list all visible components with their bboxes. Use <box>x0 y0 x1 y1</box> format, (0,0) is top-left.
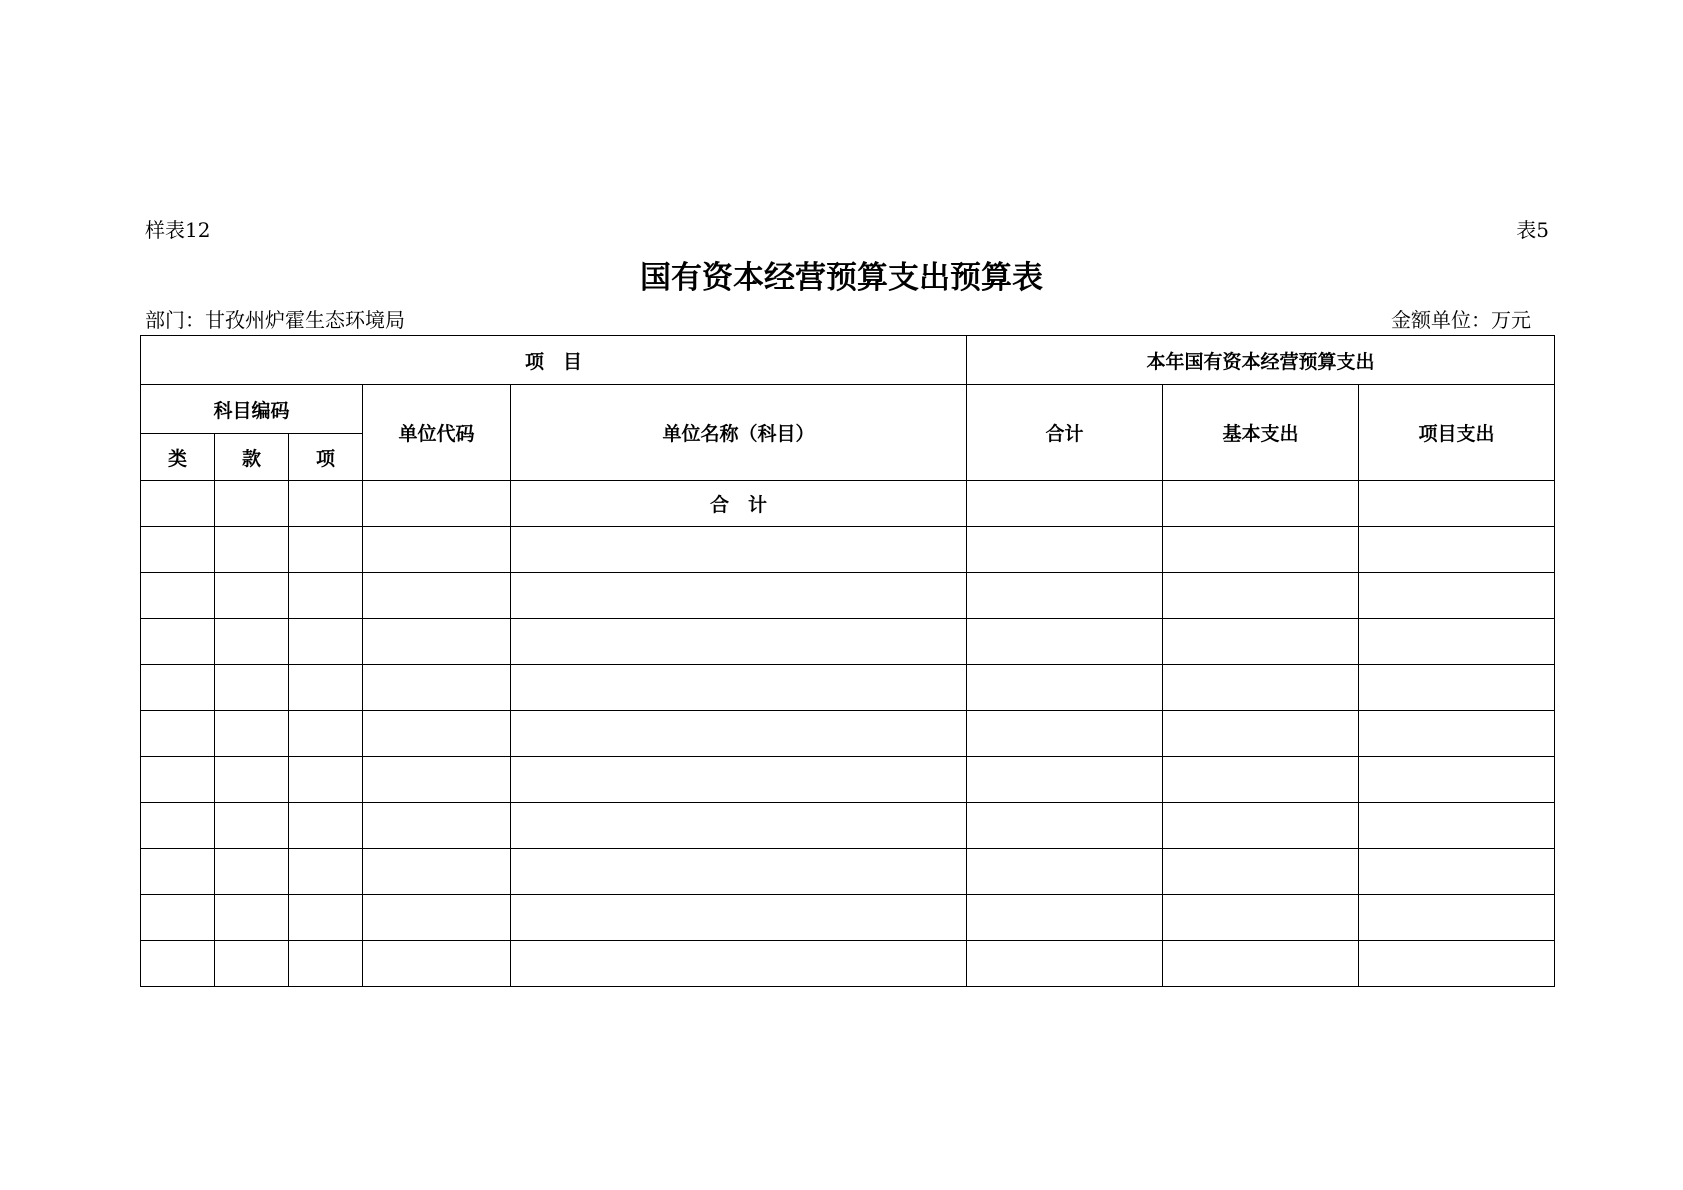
header-total: 合计 <box>967 385 1163 481</box>
table-cell[interactable] <box>967 757 1163 803</box>
table-cell[interactable] <box>511 619 967 665</box>
table-cell[interactable] <box>289 895 363 941</box>
table-cell[interactable] <box>141 803 215 849</box>
table-cell[interactable] <box>363 711 511 757</box>
budget-table <box>140 335 1555 987</box>
table-row <box>141 619 1555 665</box>
table-cell[interactable] <box>1163 619 1359 665</box>
table-cell[interactable] <box>141 941 215 987</box>
table-row <box>141 849 1555 895</box>
table-cell[interactable] <box>1163 573 1359 619</box>
table-cell[interactable] <box>363 573 511 619</box>
table-cell[interactable] <box>215 711 289 757</box>
table-cell[interactable] <box>511 941 967 987</box>
total-row-label: 合 计 <box>511 481 967 527</box>
table-cell[interactable] <box>215 895 289 941</box>
table-cell[interactable] <box>1359 849 1555 895</box>
total-row <box>141 481 1555 527</box>
table-cell[interactable] <box>289 527 363 573</box>
table-cell[interactable] <box>141 711 215 757</box>
table-cell[interactable] <box>967 481 1163 527</box>
header-subject-code: 科目编码 <box>141 385 363 434</box>
table-row <box>141 665 1555 711</box>
header-project-expense: 项目支出 <box>1359 385 1555 481</box>
table-row <box>141 573 1555 619</box>
table-cell[interactable] <box>511 527 967 573</box>
table-cell[interactable] <box>967 941 1163 987</box>
amount-unit-label: 金额单位：万元 <box>1391 308 1531 332</box>
header-unit-name: 单位名称（科目） <box>511 385 967 481</box>
table-cell[interactable] <box>141 527 215 573</box>
table-cell[interactable] <box>1163 481 1359 527</box>
table-row <box>141 941 1555 987</box>
table-row <box>141 527 1555 573</box>
table-row <box>141 895 1555 941</box>
table-cell[interactable] <box>967 619 1163 665</box>
table-cell[interactable] <box>363 941 511 987</box>
table-cell[interactable] <box>511 711 967 757</box>
table-cell[interactable] <box>215 619 289 665</box>
table-cell[interactable] <box>215 527 289 573</box>
table-cell[interactable] <box>289 619 363 665</box>
table-row <box>141 757 1555 803</box>
table-cell[interactable] <box>363 527 511 573</box>
header-item: 项 <box>289 434 363 481</box>
table-cell[interactable] <box>511 803 967 849</box>
table-row <box>141 803 1555 849</box>
header-unit-code: 单位代码 <box>363 385 511 481</box>
table-cell[interactable] <box>511 573 967 619</box>
table-cell[interactable] <box>967 849 1163 895</box>
table-cell[interactable] <box>967 803 1163 849</box>
table-cell[interactable] <box>967 711 1163 757</box>
table-cell[interactable] <box>967 527 1163 573</box>
table-cell[interactable] <box>363 665 511 711</box>
header-project-group: 项 目 <box>141 336 967 385</box>
table-cell[interactable] <box>1163 895 1359 941</box>
table-cell[interactable] <box>289 665 363 711</box>
table-cell[interactable] <box>141 895 215 941</box>
table-cell[interactable] <box>511 665 967 711</box>
table-cell[interactable] <box>363 757 511 803</box>
table-cell[interactable] <box>289 803 363 849</box>
table-cell[interactable] <box>289 573 363 619</box>
table-cell[interactable] <box>141 619 215 665</box>
table-cell[interactable] <box>1359 757 1555 803</box>
table-cell[interactable] <box>289 941 363 987</box>
table-cell[interactable] <box>1163 803 1359 849</box>
table-cell[interactable] <box>1359 941 1555 987</box>
header-expense-group: 本年国有资本经营预算支出 <box>967 336 1555 385</box>
department-label: 部门：甘孜州炉霍生态环境局 <box>145 308 405 332</box>
table-cell[interactable] <box>1359 711 1555 757</box>
table-cell[interactable] <box>1163 941 1359 987</box>
table-cell[interactable] <box>967 573 1163 619</box>
table-cell[interactable] <box>1163 849 1359 895</box>
table-cell[interactable] <box>289 481 363 527</box>
table-cell[interactable] <box>1163 757 1359 803</box>
table-cell[interactable] <box>363 619 511 665</box>
table-cell[interactable] <box>1359 527 1555 573</box>
table-cell[interactable] <box>215 665 289 711</box>
table-cell[interactable] <box>141 757 215 803</box>
table-cell[interactable] <box>215 481 289 527</box>
table-number: 表5 <box>1516 218 1549 242</box>
table-cell[interactable] <box>215 803 289 849</box>
table-cell[interactable] <box>289 711 363 757</box>
header-category: 类 <box>141 434 215 481</box>
table-cell[interactable] <box>141 481 215 527</box>
table-cell[interactable] <box>289 849 363 895</box>
table-cell[interactable] <box>967 895 1163 941</box>
table-cell[interactable] <box>215 757 289 803</box>
table-cell[interactable] <box>1359 619 1555 665</box>
table-cell[interactable] <box>215 573 289 619</box>
table-cell[interactable] <box>363 803 511 849</box>
table-row <box>141 711 1555 757</box>
table-cell[interactable] <box>511 757 967 803</box>
table-cell[interactable] <box>141 665 215 711</box>
table-cell[interactable] <box>1359 803 1555 849</box>
table-cell[interactable] <box>1163 665 1359 711</box>
table-cell[interactable] <box>141 849 215 895</box>
table-cell[interactable] <box>141 573 215 619</box>
table-cell[interactable] <box>511 849 967 895</box>
header-basic-expense: 基本支出 <box>1163 385 1359 481</box>
table-cell[interactable] <box>1359 573 1555 619</box>
table-cell[interactable] <box>1163 711 1359 757</box>
header-section: 款 <box>215 434 289 481</box>
table-cell[interactable] <box>1359 895 1555 941</box>
table-cell[interactable] <box>967 665 1163 711</box>
table-cell[interactable] <box>363 895 511 941</box>
table-cell[interactable] <box>215 849 289 895</box>
table-cell[interactable] <box>363 481 511 527</box>
table-cell[interactable] <box>1163 527 1359 573</box>
table-cell[interactable] <box>1359 481 1555 527</box>
table-cell[interactable] <box>511 895 967 941</box>
table-cell[interactable] <box>1359 665 1555 711</box>
page-title: 国有资本经营预算支出预算表 <box>640 260 1043 296</box>
sample-number: 样表12 <box>145 218 211 242</box>
table-cell[interactable] <box>289 757 363 803</box>
table-cell[interactable] <box>363 849 511 895</box>
table-cell[interactable] <box>215 941 289 987</box>
